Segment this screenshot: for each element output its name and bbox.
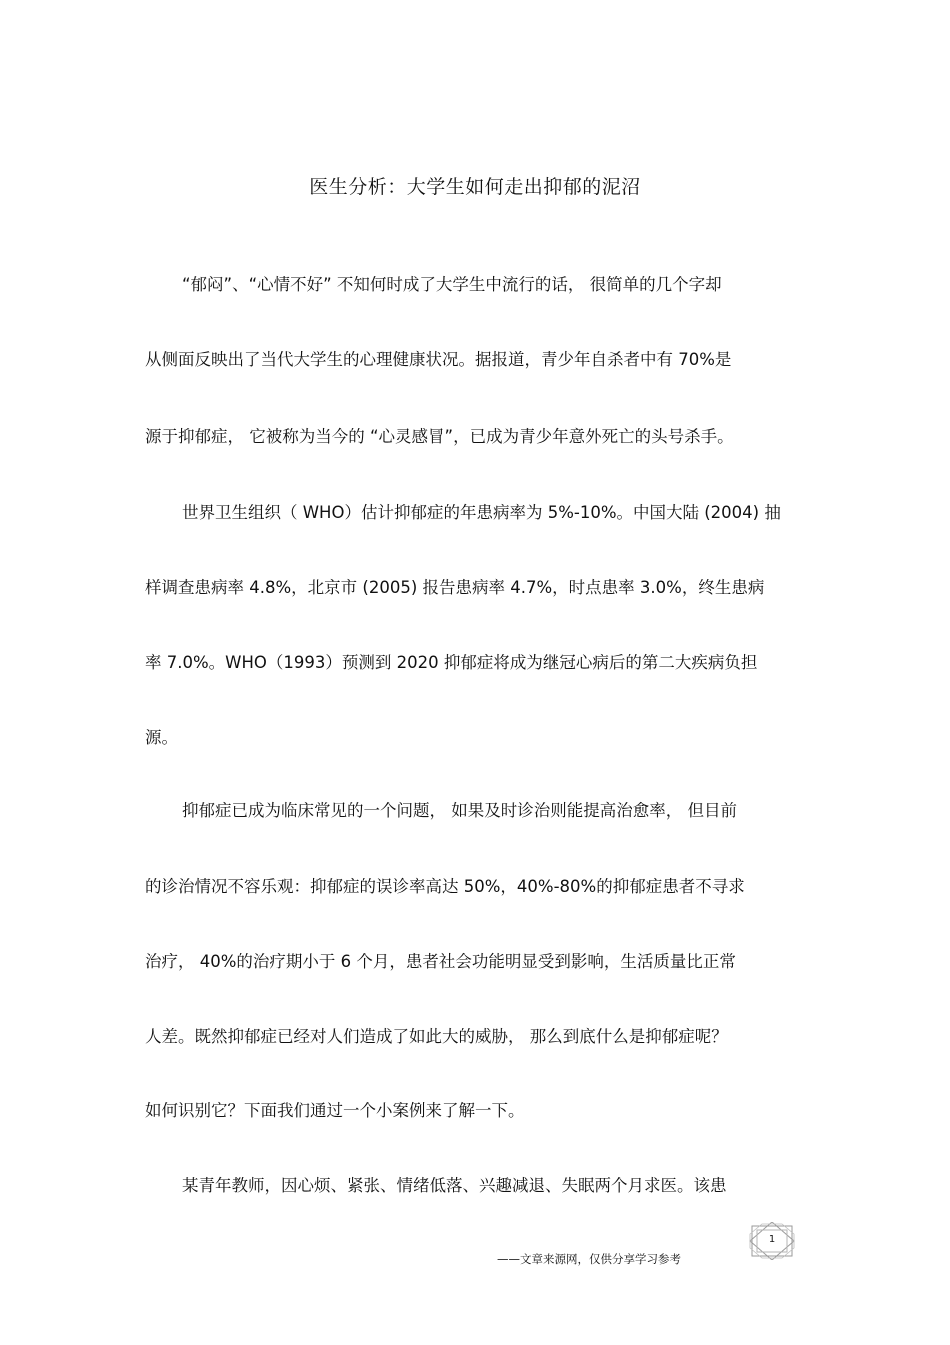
paragraph-3-line-1: 抑郁症已成为临床常见的一个问题， 如果及时诊治则能提高治愈率， 但目前: [182, 801, 737, 820]
paragraph-2-line-3: 率 7.0%。WHO（1993）预测到 2020 抑郁症将成为继冠心病后的第二大疾病负担: [145, 653, 758, 672]
paragraph-4-line-1: 某青年教师，因心烦、紧张、情绪低落、兴趣减退、失眠两个月求医。该患: [182, 1176, 727, 1195]
paragraph-3-line-2: 的诊治情况不容乐观：抑郁症的误诊率高达 50%，40%-80%的抑郁症患者不寻求: [145, 877, 745, 896]
paragraph-3-line-5: 如何识别它？下面我们通过一个小案例来了解一下。: [145, 1101, 525, 1120]
footer-note: ——文章来源网，仅供分享学习参考: [497, 1252, 681, 1266]
paragraph-1-line-2: 从侧面反映出了当代大学生的心理健康状况。据报道，青少年自杀者中有 70%是: [145, 350, 732, 369]
page-number-badge: [748, 1222, 796, 1260]
paragraph-2-line-2: 样调查患病率 4.8%，北京市 (2005) 报告患病率 4.7%，时点患率 3.0%，终生患病: [145, 578, 765, 597]
paragraph-1-line-3: 源于抑郁症， 它被称为当今的 “心灵感冒”，已成为青少年意外死亡的头号杀手。: [145, 427, 734, 446]
paragraph-3-line-4: 人差。既然抑郁症已经对人们造成了如此大的威胁， 那么到底什么是抑郁症呢？: [145, 1027, 728, 1046]
paragraph-3-line-3: 治疗， 40%的治疗期小于 6 个月，患者社会功能明显受到影响，生活质量比正常: [145, 952, 736, 971]
paragraph-2-line-4: 源。: [145, 728, 178, 747]
page-number: 1: [768, 1234, 776, 1245]
paragraph-1-line-1: “郁闷”、“心情不好” 不知何时成了大学生中流行的话， 很简单的几个字却: [182, 275, 722, 294]
paragraph-2-line-1: 世界卫生组织（ WHO）估计抑郁症的年患病率为 5%-10%。中国大陆 (2004) 抽: [182, 503, 781, 522]
document-title: 医生分析：大学生如何走出抑郁的泥沼: [309, 176, 641, 198]
